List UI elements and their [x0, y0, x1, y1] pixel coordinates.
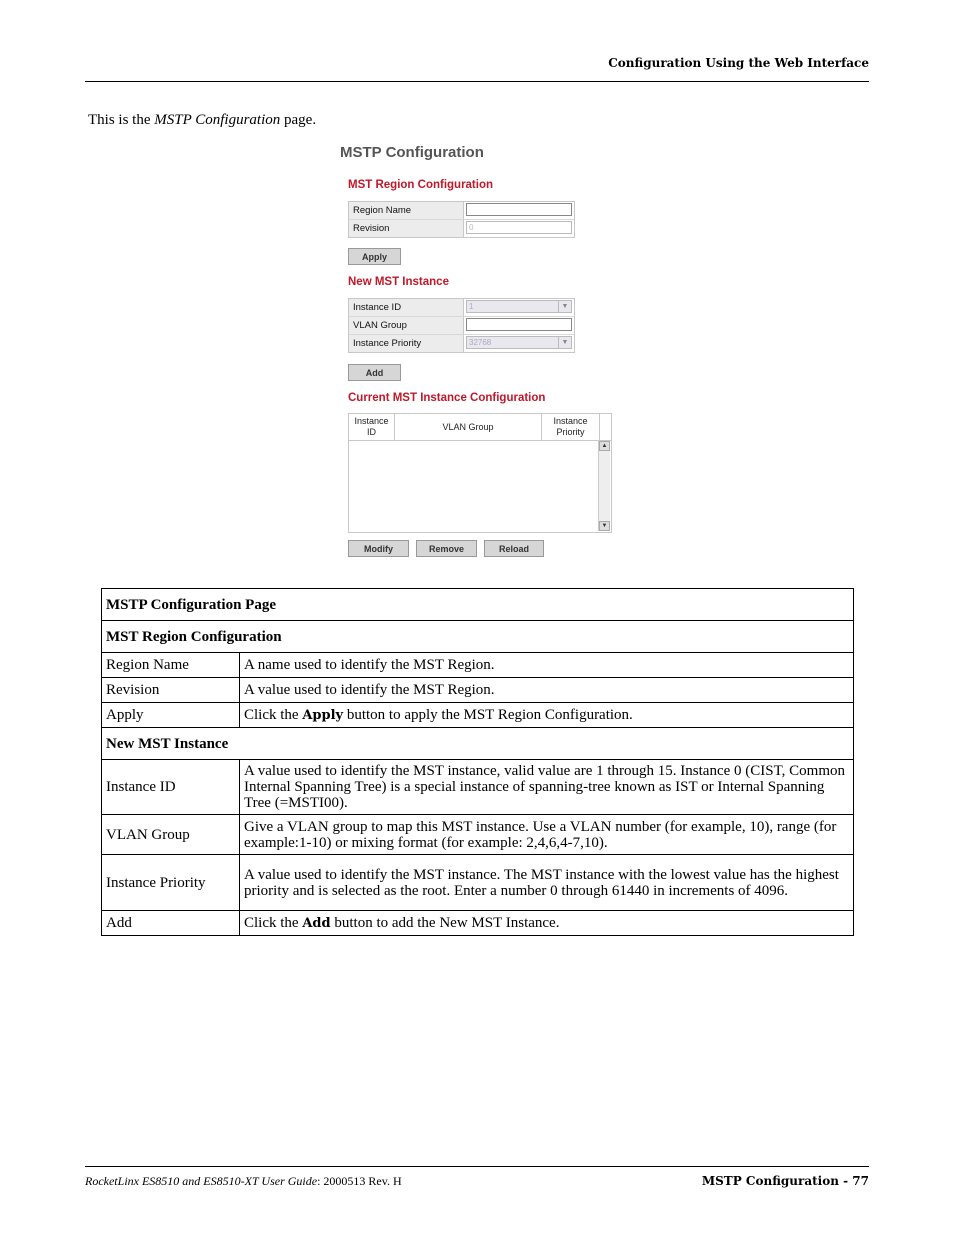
page-header	[85, 52, 869, 82]
column-instance-id: Instance ID	[349, 414, 395, 440]
ui-page-title: MSTP Configuration	[340, 144, 484, 161]
footer-doc-number: : 2000513 Rev. H	[317, 1174, 402, 1188]
chevron-down-icon: ▼	[558, 301, 571, 312]
instance-priority-value: 32768	[469, 338, 492, 347]
desc-post: button to add the New MST Instance.	[330, 914, 560, 931]
current-table-header	[349, 414, 611, 441]
region-form	[348, 201, 575, 238]
intro-italic: MSTP Configuration	[154, 112, 281, 128]
revision-input[interactable]: 0	[466, 221, 572, 234]
section-heading: MST Region Configuration	[102, 621, 854, 653]
vlan-group-input[interactable]	[466, 318, 572, 331]
add-button[interactable]: Add	[348, 364, 401, 381]
term-cell: Apply	[102, 703, 240, 728]
instance-id-select[interactable]	[466, 300, 572, 313]
region-name-input[interactable]	[466, 203, 572, 216]
instance-priority-label: Instance Priority	[349, 335, 464, 352]
table-row	[102, 703, 854, 728]
instance-priority-row	[349, 335, 574, 352]
vlan-group-label: VLAN Group	[349, 317, 464, 334]
section-heading: New MST Instance	[102, 728, 854, 760]
page-footer	[85, 1166, 869, 1188]
vlan-group-row	[349, 317, 574, 335]
region-name-label: Region Name	[349, 202, 464, 219]
current-section-title: Current MST Instance Configuration	[348, 392, 546, 404]
table-scrollbar[interactable]	[598, 441, 610, 531]
header-title: Configuration Using the Web Interface	[608, 56, 869, 70]
intro-after: page.	[280, 112, 317, 128]
scroll-down-icon[interactable]: ▼	[599, 521, 610, 531]
desc-bold: Apply	[302, 707, 344, 723]
chevron-down-icon: ▼	[558, 337, 571, 348]
desc-bold: Add	[302, 915, 331, 931]
desc-cell: A value used to identify the MST instance. The MST instance with the lowest value has the highest priority and is selected as the root. Enter a number 0 through 61440 in increments of 4096.	[240, 855, 854, 911]
instance-id-row	[349, 299, 574, 317]
modify-button[interactable]: Modify	[348, 540, 409, 557]
term-cell: Revision	[102, 678, 240, 703]
footer-left	[85, 1174, 402, 1189]
table-row	[102, 760, 854, 815]
term-cell: Region Name	[102, 653, 240, 678]
desc-cell	[240, 911, 854, 936]
table-row	[102, 911, 854, 936]
table-row	[102, 855, 854, 911]
description-table	[101, 588, 854, 936]
table-row	[102, 653, 854, 678]
scroll-up-icon[interactable]: ▲	[599, 441, 610, 451]
instance-priority-select[interactable]	[466, 336, 572, 349]
desc-pre: Click the	[244, 914, 303, 931]
intro-text	[88, 112, 316, 129]
revision-row	[349, 220, 574, 237]
term-cell: VLAN Group	[102, 815, 240, 855]
table-row	[102, 815, 854, 855]
table-title: MSTP Configuration Page	[102, 589, 854, 621]
region-name-row	[349, 202, 574, 220]
instance-id-value: 1	[469, 302, 474, 311]
desc-post: button to apply the MST Region Configuration.	[343, 706, 633, 723]
reload-button[interactable]: Reload	[484, 540, 544, 557]
desc-cell: A value used to identify the MST Region.	[240, 678, 854, 703]
region-section-title: MST Region Configuration	[348, 179, 494, 191]
desc-pre: Click the	[244, 706, 303, 723]
revision-label: Revision	[349, 220, 464, 237]
footer-page-label: MSTP Configuration - 77	[701, 1174, 869, 1188]
instance-section-title: New MST Instance	[348, 276, 449, 288]
instance-form	[348, 298, 575, 353]
desc-cell	[240, 703, 854, 728]
column-vlan-group: VLAN Group	[395, 414, 542, 440]
footer-guide-title: RocketLinx ES8510 and ES8510-XT User Guide	[85, 1174, 318, 1188]
desc-cell: Give a VLAN group to map this MST instance. Use a VLAN number (for example, 10), range (for example:1-10) or mixing format (for example: 2,4,6,4-7,10).	[240, 815, 854, 855]
column-instance-priority: Instance Priority	[542, 414, 600, 440]
apply-button[interactable]: Apply	[348, 248, 401, 265]
term-cell: Instance ID	[102, 760, 240, 815]
term-cell: Instance Priority	[102, 855, 240, 911]
instance-id-label: Instance ID	[349, 299, 464, 316]
intro-before: This is the	[88, 112, 155, 128]
desc-cell: A name used to identify the MST Region.	[240, 653, 854, 678]
desc-cell: A value used to identify the MST instance, valid value are 1 through 15. Instance 0 (CIST, Common Internal Spanning Tree) is a special instance of spanning-tree known as IST or Internal Spanning Tree (=MSTI00).	[240, 760, 854, 815]
current-instance-table[interactable]	[348, 413, 612, 533]
table-row	[102, 678, 854, 703]
remove-button[interactable]: Remove	[416, 540, 477, 557]
term-cell: Add	[102, 911, 240, 936]
